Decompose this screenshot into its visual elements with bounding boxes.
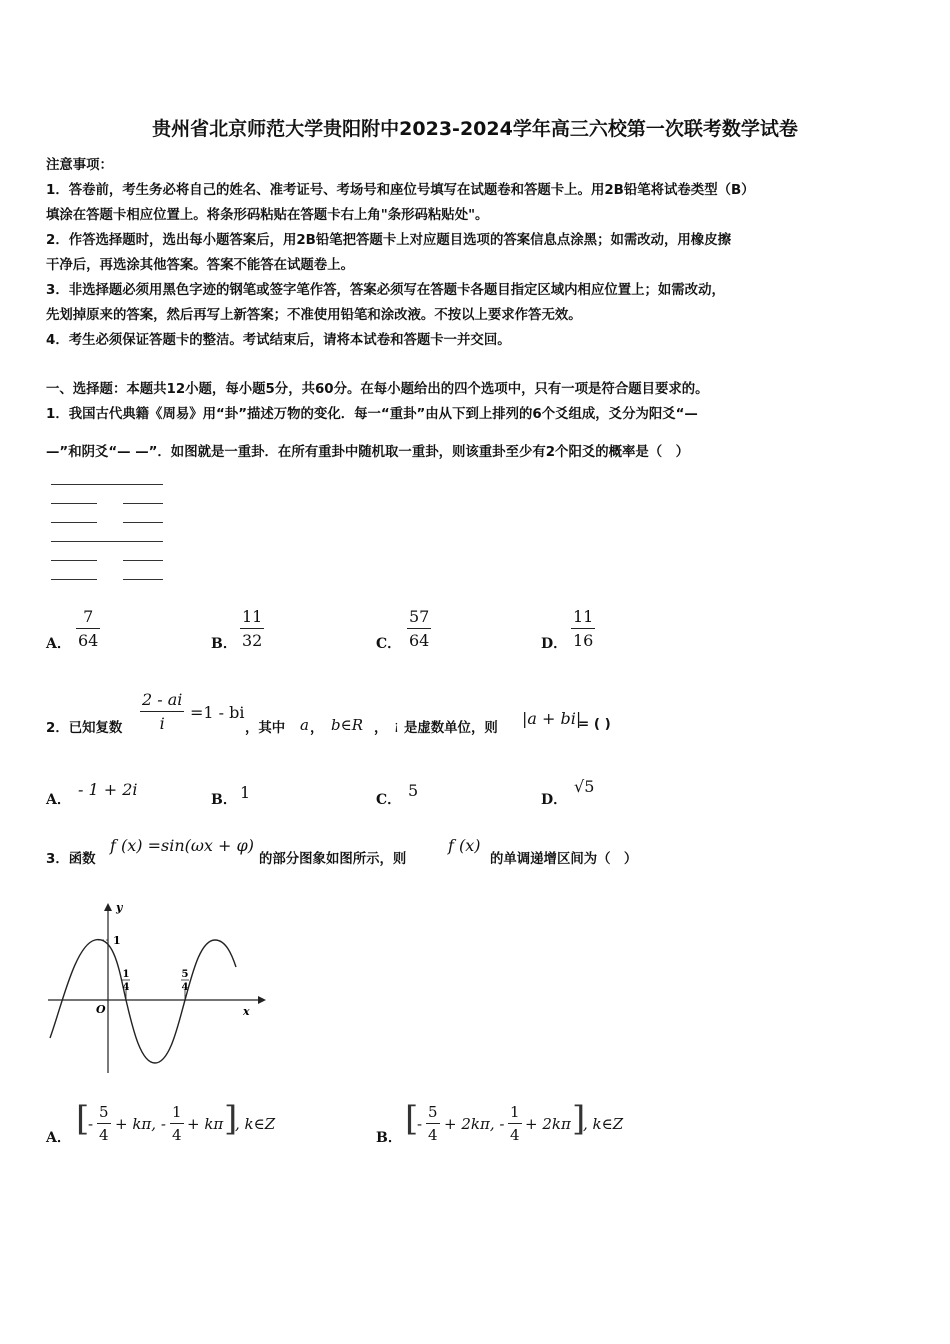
q2-i-glyph: ¡ <box>394 719 399 733</box>
x-axis-arrow <box>258 996 266 1004</box>
yin-line-left <box>51 560 97 561</box>
minus-sign: - <box>417 1115 423 1133</box>
fraction-numerator: 1 <box>172 1103 182 1121</box>
interval-fraction-1 <box>97 1103 111 1144</box>
fraction-numerator: 2 - ai <box>142 690 183 709</box>
fraction-bar <box>240 628 264 629</box>
tick-quarter-num: 1 <box>122 969 130 980</box>
fraction-bar <box>170 1123 184 1124</box>
minus-sign: - <box>88 1115 94 1133</box>
notes-heading: 注意事项： <box>46 158 113 173</box>
interval-fraction-2 <box>170 1103 184 1144</box>
fraction-numerator: 11 <box>242 607 263 626</box>
note-line: 3．非选择题必须用黑色字迹的钢笔或签字笔作答，答案必须写在答题卡各题目指定区域内相应位置上；如需改动， <box>46 283 725 298</box>
fraction-bar <box>140 711 184 712</box>
q2-tail: = ( ) <box>578 717 611 732</box>
section-heading: 一、选择题：本题共12小题，每小题5分，共60分。在每小题给出的四个选项中，只有一项是符合题目要求的。 <box>46 382 709 397</box>
note-line: 2．作答选择题时，选出每小题答案后，用2B铅笔把答题卡上对应题目选项的答案信息点涂黑；如需改动，用橡皮擦 <box>46 233 731 248</box>
q1-option-b-label: B． <box>211 636 237 652</box>
fraction-bar <box>76 628 100 629</box>
fraction-denominator: 16 <box>573 631 594 650</box>
x-axis-label: x <box>243 1005 250 1018</box>
note-line: 干净后，再选涂其他答案。答案不能答在试题卷上。 <box>46 258 354 273</box>
yin-line-right <box>123 503 163 504</box>
interval-fraction-2 <box>508 1103 522 1144</box>
q3-option-b-label: B． <box>376 1130 402 1146</box>
note-line: 填涂在答题卡相应位置上。将条形码粘贴在答题卡右上角"条形码粘贴处"。 <box>46 208 489 223</box>
yang-line <box>51 484 163 485</box>
fraction-bar <box>571 628 595 629</box>
interval-condition: , k∈Z <box>235 1115 276 1133</box>
fraction-denominator: 64 <box>409 631 430 650</box>
q3-tail: 的单调递增区间为（ ） <box>490 852 638 867</box>
interval-condition: , k∈Z <box>583 1115 624 1133</box>
yin-line-right <box>123 522 163 523</box>
fraction-denominator: 4 <box>99 1126 109 1144</box>
fraction-bar <box>407 628 431 629</box>
interval-tail: + 2kπ <box>525 1115 571 1133</box>
q2-option-d-value: √5 <box>574 777 595 796</box>
q2-b-in-r: b∈R <box>331 716 363 734</box>
q3-option-a-label: A． <box>46 1130 71 1146</box>
note-line: 先划掉原来的答案，然后再写上新答案；不准使用铅笔和涂改液。不按以上要求作答无效。 <box>46 308 582 323</box>
origin-label: O <box>96 1003 106 1016</box>
sine-curve <box>50 940 236 1063</box>
bracket-right: ] <box>224 1099 238 1139</box>
bracket-left: [ <box>76 1099 90 1139</box>
fraction-denominator: 4 <box>510 1126 520 1144</box>
q2-var-a: a <box>300 716 309 734</box>
q2-option-b-value: 1 <box>240 783 251 802</box>
fraction-numerator: 5 <box>428 1103 438 1121</box>
tick-five-quarter-den: 4 <box>181 982 189 993</box>
q1-option-d-fraction <box>571 607 595 650</box>
fraction-numerator: 5 <box>99 1103 109 1121</box>
q2-comma: ， <box>310 721 324 736</box>
interval-mid: + 2kπ, - <box>444 1115 505 1133</box>
q2-fraction <box>140 690 184 733</box>
yin-line-right <box>123 579 163 580</box>
q2-text-where: ，其中 <box>245 721 286 736</box>
note-line: 4．考生必须保证答题卡的整洁。考试结束后，请将本试卷和答题卡一并交回。 <box>46 333 511 348</box>
yin-line-right <box>123 560 163 561</box>
q1-option-b-fraction <box>240 607 264 650</box>
fraction-denominator: 64 <box>78 631 99 650</box>
q1-option-c-label: C． <box>376 636 402 652</box>
q1-text-line2: —”和阴爻“— —”．如图就是一重卦．在所有重卦中随机取一重卦，则该重卦至少有2个阳爻的概率是（ ） <box>46 445 689 460</box>
tick-quarter-den: 4 <box>122 982 130 993</box>
note-line: 1．答卷前，考生务必将自己的姓名、准考证号、考场号和座位号填写在试题卷和答题卡上。用2B铅笔将试卷类型（B） <box>46 183 755 198</box>
q1-option-c-fraction <box>407 607 431 650</box>
q2-prefix: 2．已知复数 <box>46 721 123 736</box>
q1-text-line1: 1．我国古代典籍《周易》用“卦”描述万物的变化．每一“重卦”由从下到上排列的6个爻组成，爻分为阳爻“— <box>46 407 698 422</box>
q2-equation: =1 - bi <box>190 703 245 722</box>
q3-function-ref: f (x) <box>448 836 481 855</box>
yin-line-left <box>51 522 97 523</box>
interval-mid: + kπ, - <box>115 1115 166 1133</box>
q2-comma2: ， <box>374 721 388 736</box>
q2-option-b-label: B． <box>211 792 237 808</box>
y-axis-arrow <box>104 903 112 911</box>
fraction-denominator: 4 <box>172 1126 182 1144</box>
fraction-numerator: 7 <box>83 607 94 626</box>
q3-function: f (x) =sin(ωx + φ) <box>110 836 254 855</box>
y-one-label: 1 <box>113 934 121 947</box>
q2-option-d-label: D． <box>541 792 568 808</box>
fraction-numerator: 57 <box>409 607 430 626</box>
bracket-left: [ <box>405 1099 419 1139</box>
q1-option-d-label: D． <box>541 636 568 652</box>
q2-option-c-value: 5 <box>408 781 419 800</box>
sine-graph <box>40 895 270 1080</box>
fraction-bar <box>97 1123 111 1124</box>
q2-option-a-label: A． <box>46 792 71 808</box>
y-axis-label: y <box>116 901 123 914</box>
interval-fraction-1 <box>426 1103 440 1144</box>
fraction-bar <box>508 1123 522 1124</box>
fraction-bar <box>426 1123 440 1124</box>
q1-option-a-label: A． <box>46 636 71 652</box>
q2-text-imaginary: 是虚数单位，则 <box>404 721 498 736</box>
tick-five-quarter-num: 5 <box>181 969 189 980</box>
yin-line-left <box>51 579 97 580</box>
yin-line-left <box>51 503 97 504</box>
q2-option-a-value: - 1 + 2i <box>78 780 138 799</box>
q3-prefix: 3．函数 <box>46 852 96 867</box>
interval-tail: + kπ <box>187 1115 224 1133</box>
yang-line <box>51 541 163 542</box>
page-title: 贵州省北京师范大学贵阳附中2023-2024学年高三六校第一次联考数学试卷 <box>152 118 798 140</box>
q2-option-c-label: C． <box>376 792 402 808</box>
fraction-denominator: i <box>159 714 165 733</box>
q3-text-mid: 的部分图象如图所示，则 <box>259 852 407 867</box>
q1-option-a-fraction <box>76 607 100 650</box>
fraction-denominator: 4 <box>428 1126 438 1144</box>
fraction-denominator: 32 <box>242 631 263 650</box>
q2-abs-expr: |a + bi| <box>522 709 582 728</box>
bracket-right: ] <box>572 1099 586 1139</box>
fraction-numerator: 11 <box>573 607 594 626</box>
fraction-numerator: 1 <box>510 1103 520 1121</box>
